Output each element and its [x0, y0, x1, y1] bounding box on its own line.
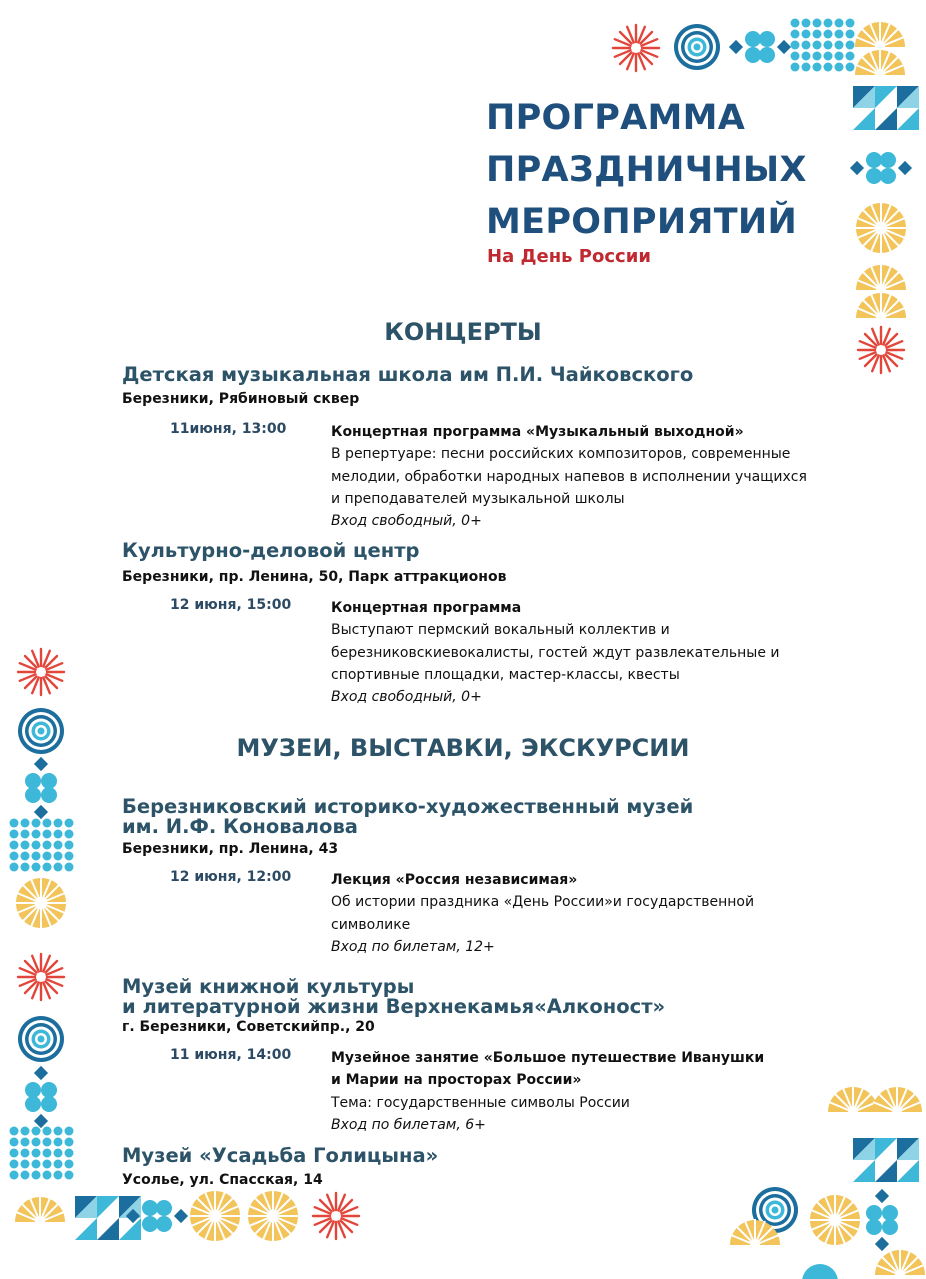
triangle-pattern-ornament — [853, 1138, 919, 1182]
venue-name — [122, 365, 722, 385]
starburst-ornament — [613, 25, 659, 71]
sun-ornament — [189, 1190, 241, 1242]
page-title — [486, 92, 807, 248]
event-body — [331, 1047, 851, 1136]
diamond-circle-ornament — [850, 152, 912, 184]
sun-ornament — [809, 1194, 861, 1246]
event-entry-info: Вход по билетам, 12+ — [331, 938, 495, 955]
venue-address: г. Березники, Советскийпр., 20 — [122, 1019, 375, 1035]
diamond-circle-ornament — [126, 1200, 188, 1232]
circle-ornament — [802, 1264, 838, 1279]
triangle-pattern-ornament — [75, 1196, 141, 1240]
sun-ornament — [855, 202, 907, 254]
starburst-ornament — [18, 954, 64, 1000]
event-description-line: В репертуаре: песни российских композиторов, современные — [331, 446, 791, 463]
page-subtitle: На День России — [487, 246, 651, 267]
venue-name-line: Культурно-деловой центр — [122, 539, 420, 562]
event-description-line: спортивные площадки, мастер-классы, квесты — [331, 666, 680, 683]
venue-name-line: Музей книжной культуры — [122, 975, 415, 998]
event-title: Музейное занятие «Большое путешествие Иванушки — [331, 1050, 765, 1066]
venue-name-line: и литературной жизни Верхнекамья«Алконост» — [122, 995, 666, 1018]
starburst-ornament — [313, 1193, 359, 1239]
venue-address: Березники, пр. Ленина, 43 — [122, 841, 339, 857]
diamond-circle-ornament — [25, 1066, 57, 1128]
event-body — [331, 597, 851, 708]
event-date: 11июня, 13:00 — [170, 421, 287, 437]
fan-ornament — [855, 21, 905, 52]
venue-name-line: Музей «Усадьба Голицына» — [122, 1144, 439, 1167]
event-title: и Марии на просторах России» — [331, 1072, 582, 1089]
venue-name — [122, 1146, 722, 1166]
fan-ornament — [15, 1196, 65, 1227]
event-title: Лекция «Россия независимая» — [331, 872, 578, 888]
venue-name — [122, 541, 722, 561]
event-description-line: мелодии, обработки народных напевов в исполнении учащихся — [331, 468, 807, 485]
event-description-line: березниковскиевокалисты, гостей ждут развлекательные и — [331, 644, 780, 661]
dot-grid-ornament — [791, 19, 855, 72]
target-ornament — [674, 24, 720, 70]
event-entry-info: Вход по билетам, 6+ — [331, 1116, 486, 1133]
event-description-line: символике — [331, 916, 411, 933]
sun-ornament — [247, 1190, 299, 1242]
event-date: 12 июня, 12:00 — [170, 869, 292, 885]
diamond-circle-ornament — [866, 1189, 898, 1251]
diamond-circle-ornament — [729, 31, 791, 63]
event-date: 11 июня, 14:00 — [170, 1047, 292, 1063]
event-title: Концертная программа — [331, 600, 522, 616]
sun-ornament — [15, 877, 67, 929]
title-line: МЕРОПРИЯТИЙ — [486, 202, 798, 242]
venue-name — [122, 797, 722, 837]
fan-ornament — [856, 264, 906, 295]
fan-ornament — [872, 1086, 922, 1117]
section-title-concerts: КОНЦЕРТЫ — [384, 318, 542, 346]
title-line: ПРАЗДНИЧНЫХ — [486, 150, 807, 190]
event-description-line: Об истории праздника «День России»и государственной — [331, 894, 755, 911]
venue-address: Усолье, ул. Спасская, 14 — [122, 1172, 323, 1188]
venue-name-line: Березниковский историко-художественный музей — [122, 795, 694, 818]
fan-ornament — [875, 1249, 925, 1279]
event-description-line: Выступают пермский вокальный коллектив и — [331, 622, 670, 639]
venue-name-line: Детская музыкальная школа им П.И. Чайковского — [122, 363, 694, 386]
venue-name-line: им. И.Ф. Коновалова — [122, 815, 358, 838]
event-body — [331, 421, 851, 532]
target-ornament — [752, 1187, 798, 1233]
event-date: 12 июня, 15:00 — [170, 597, 292, 613]
event-entry-info: Вход свободный, 0+ — [331, 689, 482, 706]
title-line: ПРОГРАММА — [486, 98, 746, 138]
fan-ornament — [730, 1219, 780, 1250]
event-description-line: и преподавателей музыкальной школы — [331, 490, 625, 507]
venue-name — [122, 977, 722, 1017]
venue-address: Березники, пр. Ленина, 50, Парк аттракционов — [122, 569, 507, 585]
triangle-pattern-ornament — [853, 86, 919, 130]
section-title-museums: МУЗЕИ, ВЫСТАВКИ, ЭКСКУРСИИ — [236, 734, 690, 762]
event-description-line: Тема: государственные символы России — [331, 1094, 630, 1111]
starburst-ornament — [18, 649, 64, 695]
event-entry-info: Вход свободный, 0+ — [331, 513, 482, 530]
target-ornament — [18, 1016, 64, 1062]
diamond-circle-ornament — [25, 757, 57, 819]
event-body — [331, 869, 851, 958]
fan-ornament — [855, 49, 905, 80]
venue-address: Березники, Рябиновый сквер — [122, 391, 360, 407]
dot-grid-ornament — [10, 1127, 74, 1180]
dot-grid-ornament — [10, 819, 74, 872]
event-title: Концертная программа «Музыкальный выходной» — [331, 424, 744, 440]
